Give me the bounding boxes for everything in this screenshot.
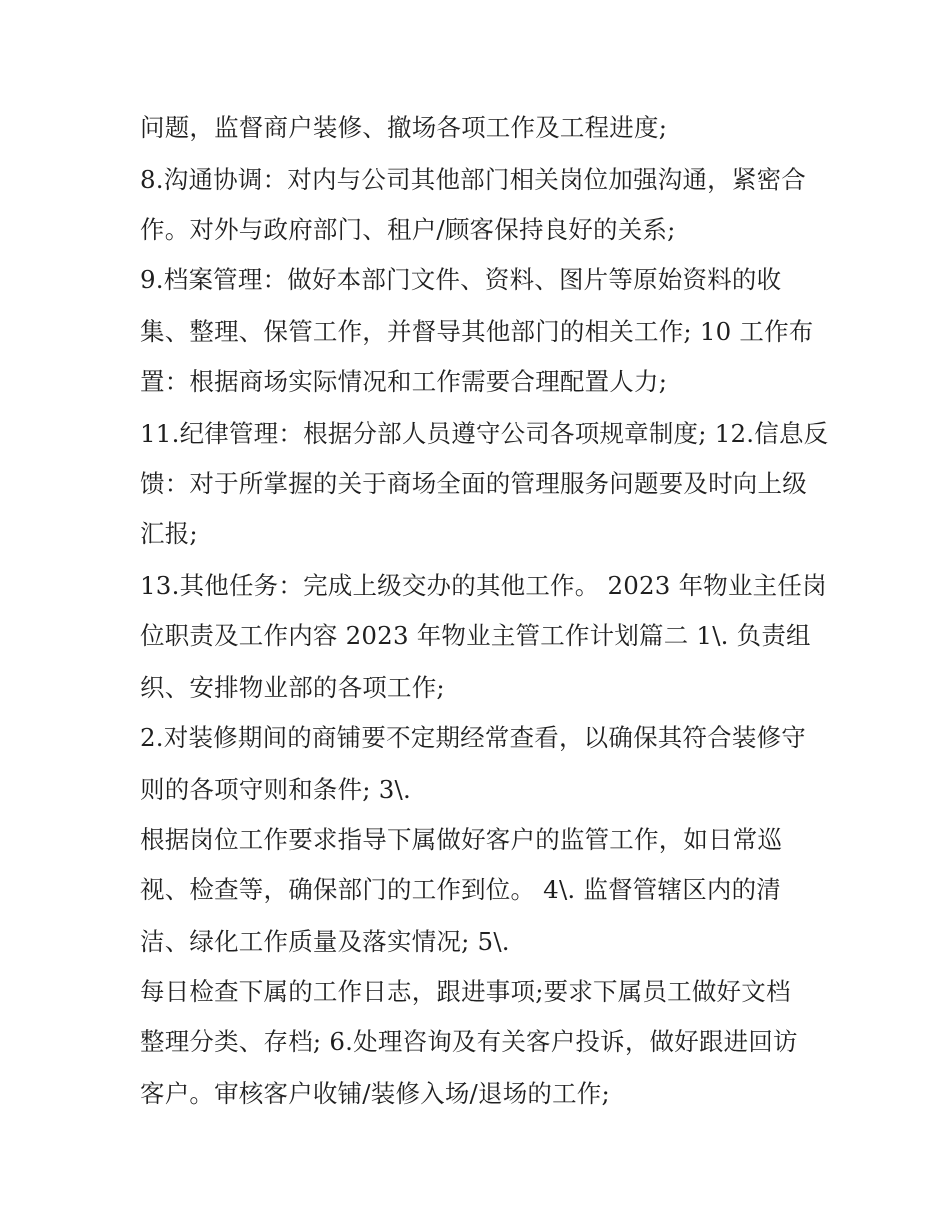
text-line: 视、检查等，确保部门的工作到位。 4\. 监督管辖区内的清 xyxy=(140,875,782,904)
text-line: 织、安排物业部的各项工作; xyxy=(140,673,445,702)
text-line: 洁、绿化工作质量及落实情况; 5\. xyxy=(140,927,510,956)
text-line: 馈：对于所掌握的关于商场全面的管理服务问题要及时向上级 xyxy=(140,469,807,498)
text-line: 整理分类、存档; 6.处理咨询及有关客户投诉，做好跟进回访 xyxy=(140,1027,798,1056)
text-line: 作。对外与政府部门、租户/顾客保持良好的关系; xyxy=(140,215,676,244)
text-line: 置：根据商场实际情况和工作需要合理配置人力; xyxy=(140,367,668,396)
text-line: 9.档案管理：做好本部门文件、资料、图片等原始资料的收 xyxy=(140,265,782,294)
text-line: 则的各项守则和条件; 3\. xyxy=(140,775,411,804)
text-line: 汇报; xyxy=(140,519,198,548)
text-line: 13.其他任务：完成上级交办的其他工作。 2023 年物业主任岗 xyxy=(140,571,827,600)
text-line: 客户。审核客户收铺/装修入场/退场的工作; xyxy=(140,1079,610,1108)
text-line: 位职责及工作内容 2023 年物业主管工作计划篇二 1\. 负责组 xyxy=(140,621,811,650)
text-line: 2.对装修期间的商铺要不定期经常查看，以确保其符合装修守 xyxy=(140,723,806,752)
text-line: 问题，监督商户装修、撤场各项工作及工程进度; xyxy=(140,113,668,142)
text-line: 集、整理、保管工作，并督导其他部门的相关工作; 10 工作布 xyxy=(140,317,814,346)
text-line: 11.纪律管理：根据分部人员遵守公司各项规章制度; 12.信息反 xyxy=(140,419,829,448)
text-line: 每日检查下属的工作日志，跟进事项;要求下属员工做好文档 xyxy=(140,977,791,1006)
text-line: 8.沟通协调：对内与公司其他部门相关岗位加强沟通，紧密合 xyxy=(140,165,806,194)
text-line: 根据岗位工作要求指导下属做好客户的监管工作，如日常巡 xyxy=(140,825,783,854)
